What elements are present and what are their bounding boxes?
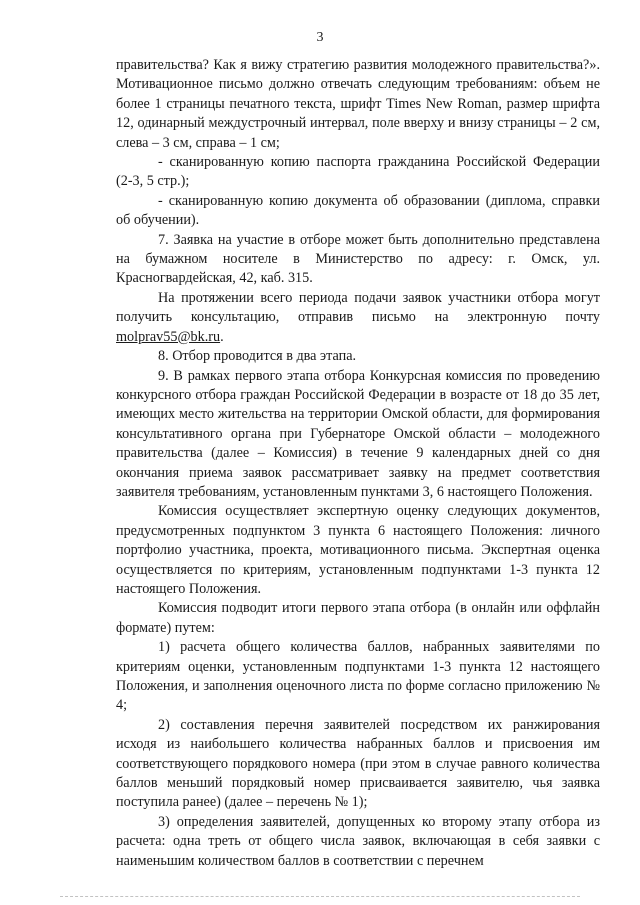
- paragraph: правительства? Как я вижу стратегию развития молодежного правительства?». Мотивационное письмо должно отвечать следующим требованиям: объем не более 1 страницы печатного текста, шрифт Times New Roman, размер шрифта 12, одинарный междустрочный интервал, поле вверху и внизу страницы – 2 см, слева – 3 см, справа – 1 см;: [116, 57, 600, 151]
- paragraph: Комиссия осуществляет экспертную оценку следующих документов, предусмотренных подпунктом 3 пункта 6 настоящего Положения: личного портфолио участника, проекта, мотивационного письма. Экспертная оценка осуществляется по критериям, установленным подпунктами 1-3 пункта 12 настоящего Положения.: [116, 503, 600, 597]
- paragraph-consultation: [116, 289, 600, 347]
- consultation-end: .: [220, 328, 224, 345]
- list-item: - сканированную копию паспорта гражданина Российской Федерации (2-3, 5 стр.);: [116, 154, 600, 190]
- list-item: - сканированную копию документа об образовании (диплома, справки об обучении).: [116, 192, 600, 229]
- list-item: 3) определения заявителей, допущенных ко второму этапу отбора из расчета: одна треть от общего числа заявок, включающая в себя заявки с наименьшим количеством баллов в соответствии с перечнем: [116, 813, 600, 869]
- email-link[interactable]: molprav55@bk.ru: [116, 328, 221, 345]
- list-item: 2) составления перечня заявителей посредством их ранжирования исходя из наибольшего количества набранных баллов и присвоения им соответствующего порядкового номера (при этом в случае равного количества баллов меньший порядковый номер присваивается заявителю, чья заявка поступила ранее) (далее – перечень № 1);: [116, 716, 600, 811]
- page-number: 3: [316, 30, 324, 45]
- scan-artifact: [60, 896, 580, 901]
- paragraph: Комиссия подводит итоги первого этапа отбора (в онлайн или оффлайн формате) путем:: [116, 600, 600, 636]
- paragraph: 7. Заявка на участие в отборе может быть дополнительно представлена на бумажном носителе в Министерство по адресу: г. Омск, ул. Красногвардейская, 42, каб. 315.: [116, 231, 600, 287]
- paragraph: 9. В рамках первого этапа отбора Конкурсная комиссия по проведению конкурсного отбора граждан Российской Федерации в возрасте от 18 до 35 лет, имеющих место жительства на территории Омской области, для формирования консультативного органа при Губернаторе Омской области – молодежного правительства (далее – Комиссия) в течение 9 календарных дней со дня окончания приема заявок рассматривает заявку на предмет соответствия заявителя требованиям, установленным пунктами 3, 6 настоящего Положения.: [116, 367, 600, 500]
- list-item: 1) расчета общего количества баллов, набранных заявителями по критериям оценки, установленным подпунктами 1-3 пункта 12 настоящего Положения, и заполнения оценочного листа по форме согласно приложению № 4;: [116, 639, 600, 714]
- consultation-text: На протяжении всего периода подачи заявок участники отбора могут получить консультацию, отправив письмо на электронную почту: [116, 289, 600, 326]
- paragraph: 8. Отбор проводится в два этапа.: [158, 348, 357, 365]
- document-body: [116, 56, 600, 871]
